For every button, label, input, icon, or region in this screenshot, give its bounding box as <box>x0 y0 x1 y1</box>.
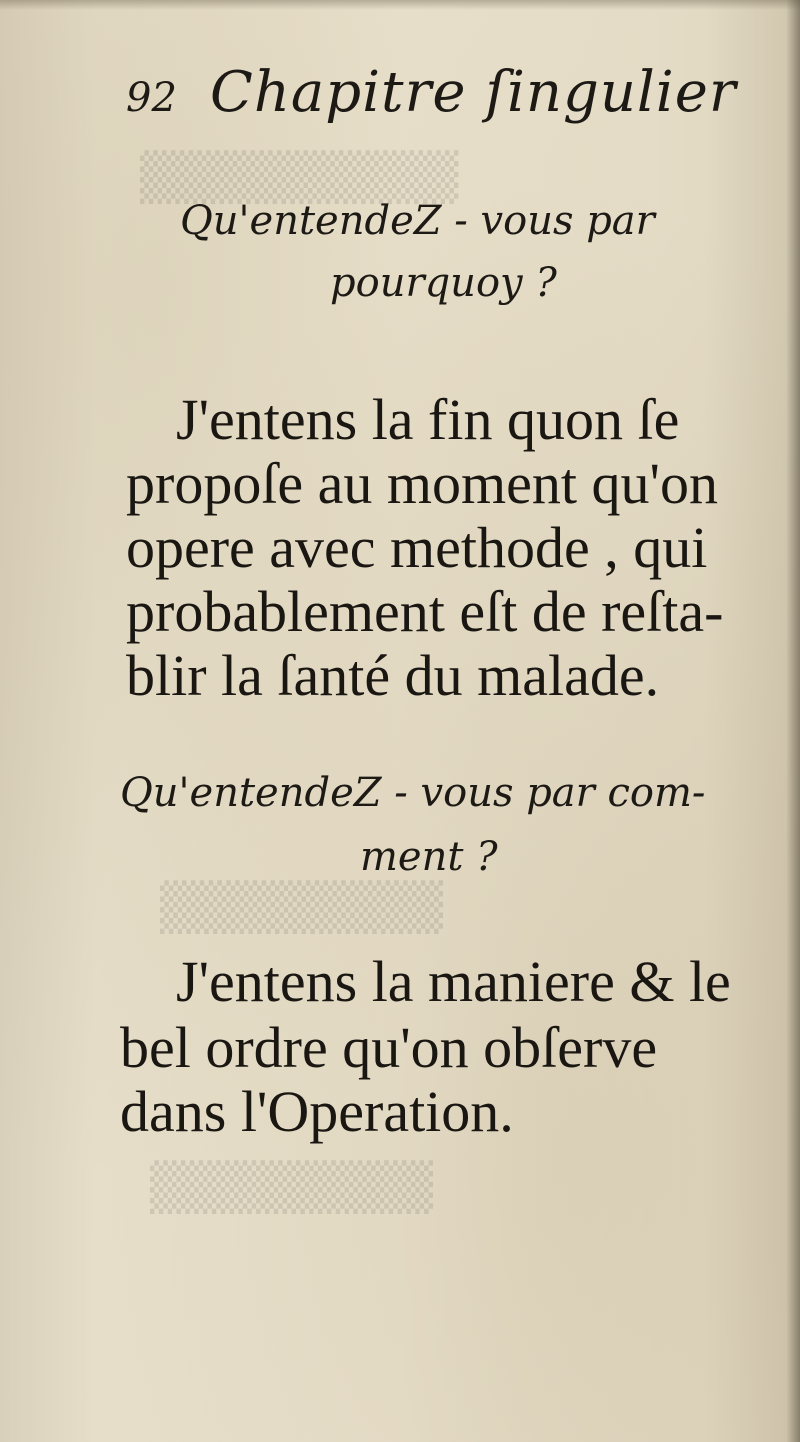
answer-1-line-4: probablement eſt de reſta- <box>126 579 724 644</box>
answer-1 <box>176 388 679 452</box>
page-edge-shadow-top <box>0 0 800 10</box>
page-edge-shadow-right <box>786 0 800 1442</box>
show-through-texture: ▒▒▒▒▒▒▒▒▒ <box>140 150 459 204</box>
answer-2-line-1: J'entens la maniere & le <box>176 949 731 1014</box>
answer-2-body <box>120 1016 657 1144</box>
answer-1-line-5: blir la ſanté du malade. <box>126 643 660 708</box>
answer-1-line-2: propoſe au moment qu'on <box>126 451 718 516</box>
show-through-texture: ▒▒▒▒▒▒▒▒ <box>160 880 444 934</box>
running-head <box>126 60 737 125</box>
answer-2-line-2: bel ordre qu'on obſerve <box>120 1015 658 1080</box>
question-1-line-1: Qu'entendeZ - vous par <box>180 198 655 244</box>
answer-2 <box>176 950 731 1014</box>
answer-1-line-3: opere avec methode , qui <box>126 515 708 580</box>
chapter-title: Chapitre ſingulier <box>210 60 737 125</box>
show-through-texture: ▒▒▒▒▒▒▒▒ <box>150 1160 434 1214</box>
answer-1-body <box>126 452 723 708</box>
question-2-line-2: ment ? <box>360 834 498 880</box>
page-number: 92 <box>126 75 177 121</box>
question-1-line-2: pourquoy ? <box>330 260 557 306</box>
answer-1-line-1: J'entens la fin quon ſe <box>176 387 680 452</box>
answer-2-line-3: dans l'Operation. <box>120 1079 514 1144</box>
question-2-line-1: Qu'entendeZ - vous par com- <box>120 770 706 816</box>
